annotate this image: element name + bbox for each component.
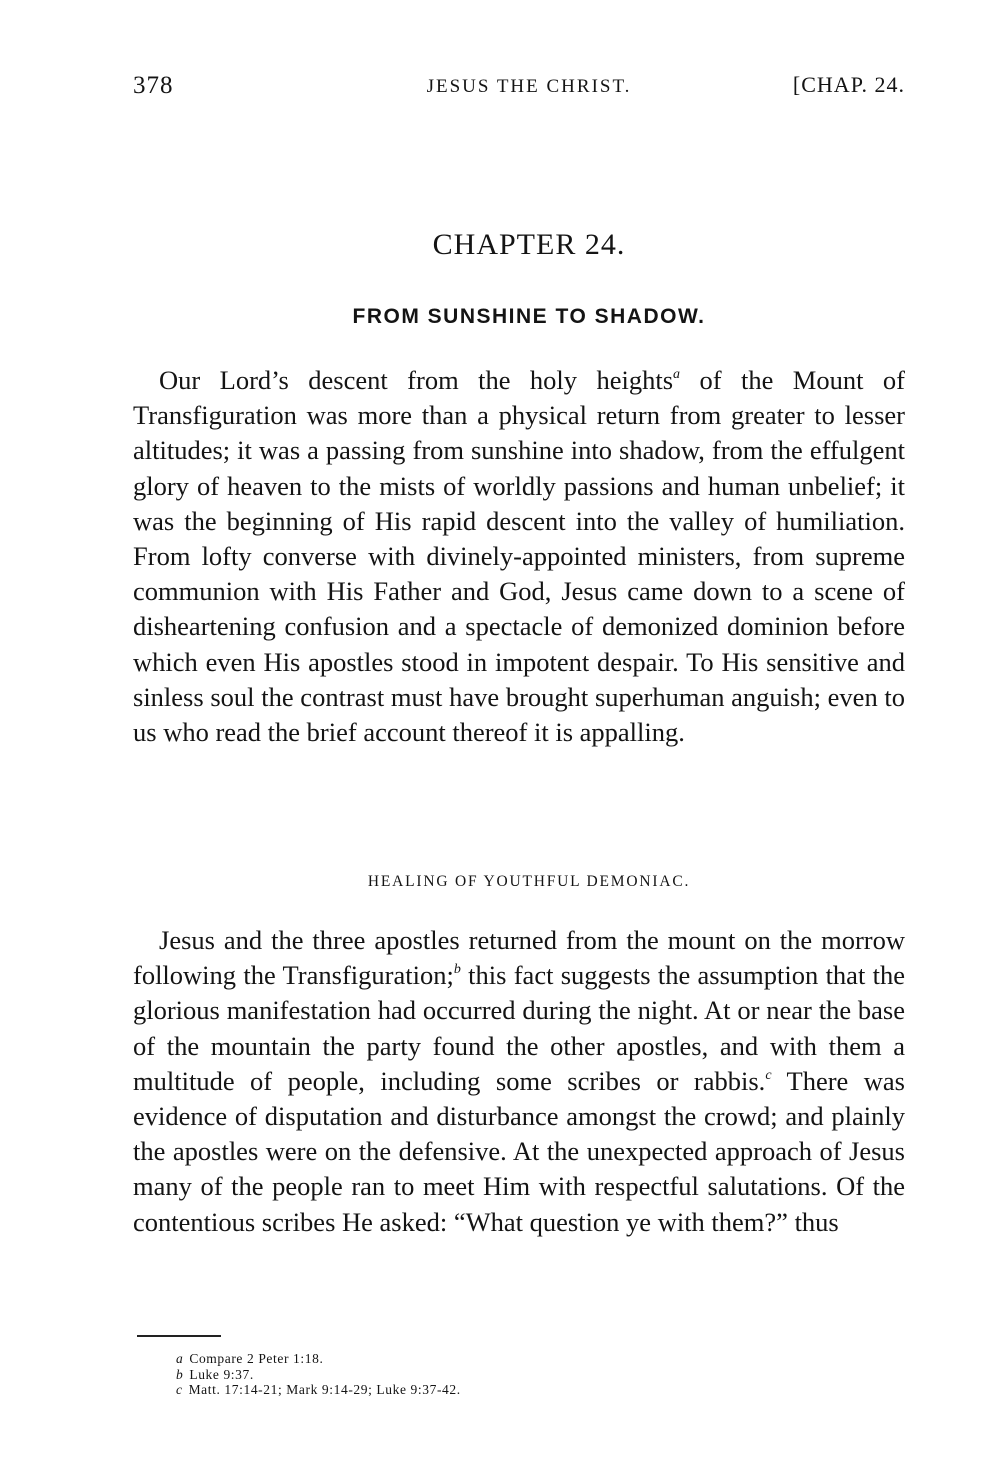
page-number: 378 xyxy=(133,72,174,99)
footnote-divider xyxy=(137,1335,221,1337)
chapter-number: CHAPTER 24. xyxy=(432,228,626,261)
section-heading: HEALING OF YOUTHFUL DEMONIAC. xyxy=(367,873,691,890)
footnote-text: Luke 9:37. xyxy=(189,1366,254,1382)
footnote-mark: c xyxy=(176,1382,183,1397)
paragraph-text: There was evidence of disputation and disturbance amongst the crowd; and plainly the apostles were on the defensive. At the unexpected approach of Jesus many of the people ran to meet Him with respectful salutations. Of the contentious scribes He asked: “What question ye with them?” thus xyxy=(133,1065,905,1237)
footnote-text: Matt. 17:14-21; Mark 9:14-29; Luke 9:37-42. xyxy=(188,1382,461,1397)
running-chapter-ref: [CHAP. 24. xyxy=(792,72,905,97)
running-header xyxy=(133,72,905,106)
footnote xyxy=(176,1382,876,1398)
paragraph-text: Our Lord’s descent from the holy heights xyxy=(159,365,674,395)
running-title: JESUS THE CHRIST. xyxy=(426,76,632,97)
footnote-mark: a xyxy=(176,1351,184,1366)
paragraph-text: of the Mount of Transfiguration was more than a physical return from greater to lesser altitudes; it was a passing from sunshine into shadow, from the effulgent glory of heaven to the mists of worldly passions and human unbelief; it was the beginning of His rapid descent into the valley of humiliation. From lofty converse with divinely-appointed ministers, from supreme communion with His Father and God, Jesus came down to a scene of disheartening confusion and a spectacle of demonized dominion before which even His apostles stood in impotent despair. To His sensitive and sinless soul the contrast must have brought superhuman anguish; even to us who read the brief account thereof it is appalling. xyxy=(133,365,905,748)
paragraph-text: this fact suggests the assumption that the glorious manifestation had occurred during the night. At or near the base of the mountain the party found the other apostles, and with them a multitude of people, including some scribes or rabbis. xyxy=(133,960,905,1096)
body-paragraph xyxy=(133,363,905,750)
footnotes xyxy=(176,1351,876,1398)
body-paragraph xyxy=(133,923,905,1240)
footnote xyxy=(176,1367,876,1383)
paragraph-text: Jesus and the three apostles returned from the mount on the morrow following the Transfiguration; xyxy=(133,925,905,991)
footnote-text: Compare 2 Peter 1:18. xyxy=(189,1351,324,1366)
footnote-reference: a xyxy=(673,367,681,382)
footnote-reference: b xyxy=(453,962,461,978)
footnote-mark: b xyxy=(176,1366,184,1382)
chapter-title: FROM SUNSHINE TO SHADOW. xyxy=(352,305,706,328)
footnote xyxy=(176,1351,876,1367)
footnote-reference: c xyxy=(765,1067,772,1083)
